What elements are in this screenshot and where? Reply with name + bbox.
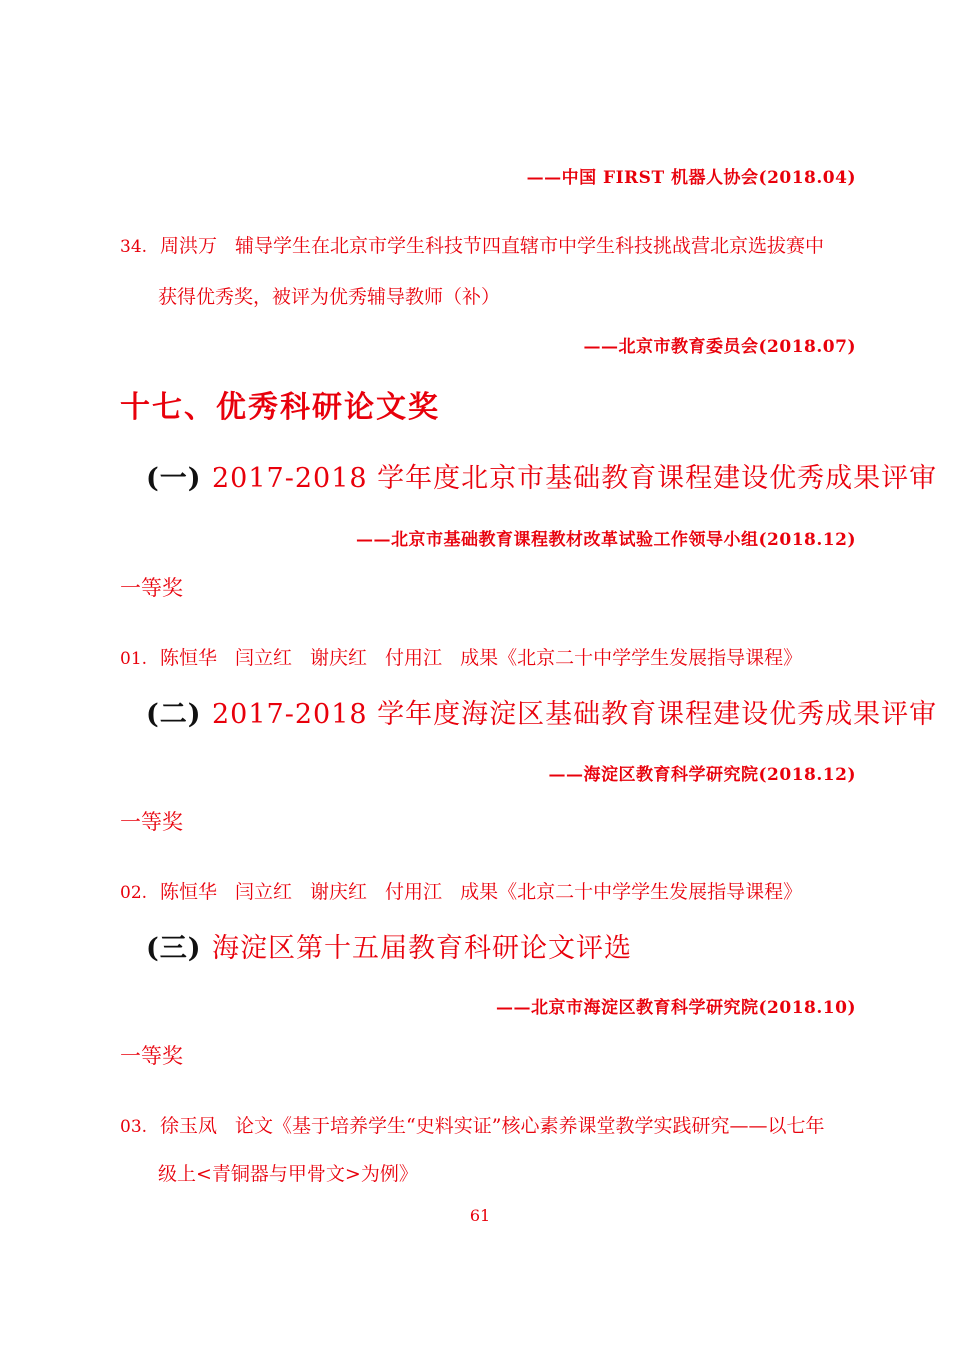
award-entry xyxy=(120,879,802,906)
entry-name: 付用江 xyxy=(385,647,443,669)
entry-number: 02. xyxy=(120,883,148,903)
award-source: ——北京市教育委员会(2018.07) xyxy=(583,337,856,357)
entry-name: 付用江 xyxy=(385,881,443,903)
subsection-number: (一) xyxy=(146,463,202,494)
entry-description: 成果《北京二十中学学生发展指导课程》 xyxy=(460,881,803,903)
entry-name: 周洪万 xyxy=(160,235,218,257)
entry-description: 辅导学生在北京市学生科技节四直辖市中学生科技挑战营北京选拔赛中 xyxy=(235,235,825,257)
award-entry xyxy=(120,1113,824,1140)
entry-number: 34. xyxy=(120,237,148,257)
entry-name: 徐玉凤 xyxy=(160,1115,218,1137)
subsection-number: (二) xyxy=(146,699,202,730)
entry-description: 成果《北京二十中学学生发展指导课程》 xyxy=(460,647,803,669)
prize-level: 一等奖 xyxy=(120,810,183,834)
award-source: ——中国 FIRST 机器人协会(2018.04) xyxy=(526,168,856,188)
subsection-title: 海淀区第十五届教育科研论文评选 xyxy=(212,933,632,964)
subsection-title: 2017-2018 学年度海淀区基础教育课程建设优秀成果评审 xyxy=(212,699,938,730)
section-heading: 十七、优秀科研论文奖 xyxy=(120,390,440,425)
subsection-number: (三) xyxy=(146,933,202,964)
page-number: 61 xyxy=(469,1206,491,1225)
subsection-heading xyxy=(146,692,937,731)
entry-description: 论文《基于培养学生“史料实证”核心素养课堂教学实践研究——以七年 xyxy=(235,1115,825,1137)
award-entry xyxy=(120,645,802,672)
entry-number: 03. xyxy=(120,1117,148,1137)
entry-name: 谢庆红 xyxy=(310,647,368,669)
award-source: ——海淀区教育科学研究院(2018.12) xyxy=(548,765,856,785)
entry-description-continued: 级上<青铜器与甲骨文>为例》 xyxy=(158,1163,418,1185)
award-entry xyxy=(120,233,824,260)
entry-number: 01. xyxy=(120,649,148,669)
entry-name: 谢庆红 xyxy=(310,881,368,903)
subsection-heading xyxy=(146,926,632,965)
entry-name: 闫立红 xyxy=(235,881,293,903)
award-source: ——北京市海淀区教育科学研究院(2018.10) xyxy=(496,998,856,1018)
prize-level: 一等奖 xyxy=(120,1044,183,1068)
entry-name: 陈恒华 xyxy=(160,881,218,903)
entry-name: 陈恒华 xyxy=(160,647,218,669)
subsection-title: 2017-2018 学年度北京市基础教育课程建设优秀成果评审 xyxy=(212,463,938,494)
award-source: ——北京市基础教育课程教材改革试验工作领导小组(2018.12) xyxy=(356,530,856,550)
entry-name: 闫立红 xyxy=(235,647,293,669)
entry-description-continued: 获得优秀奖，被评为优秀辅导教师（补） xyxy=(158,286,501,308)
prize-level: 一等奖 xyxy=(120,576,183,600)
subsection-heading xyxy=(146,456,937,495)
